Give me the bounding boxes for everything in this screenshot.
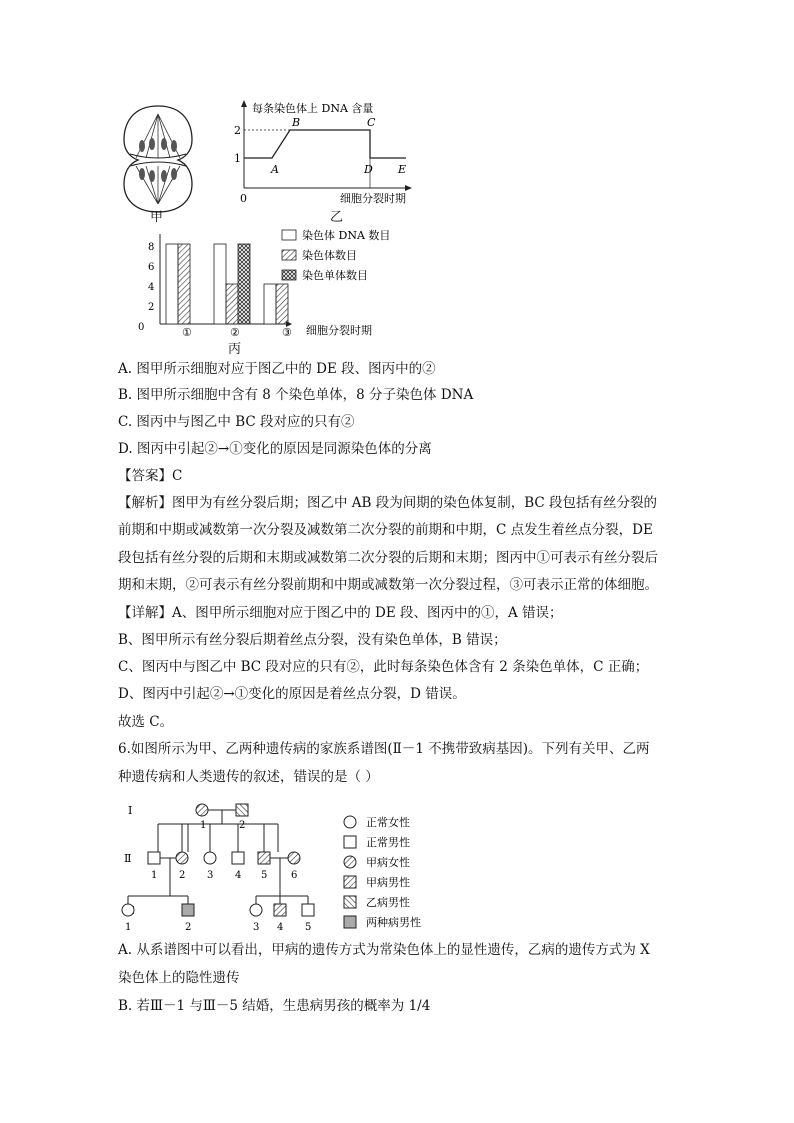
figure-label-jia: 甲 <box>150 210 164 225</box>
legend-label-jia-female: 甲病女性 <box>366 856 410 869</box>
legend-label-normal-female: 正常女性 <box>366 816 410 829</box>
bing-xlabel: 细胞分裂时期 <box>306 324 372 337</box>
pedigree-num-I-1: 1 <box>200 820 207 831</box>
pedigree-I-1 <box>196 804 208 816</box>
q5-analysis-line-2: 前期和中期或减数第一次分裂及减数第二次分裂的前期和中期，C 点发生着丝点分裂，DE <box>118 522 653 538</box>
bing-cat-3: ③ <box>282 326 292 339</box>
ytick-2: 2 <box>234 124 241 137</box>
legend-normal-female <box>344 816 356 828</box>
pedigree-II-1 <box>148 852 160 864</box>
pedigree-III-4 <box>274 904 286 916</box>
bing-cat-1: ① <box>182 326 192 339</box>
q5-option-b: B. 图甲所示细胞中含有 8 个染色单体，8 分子染色体 DNA <box>118 387 474 403</box>
bar-2-series-3 <box>238 244 250 324</box>
bing-ytick-8: 8 <box>148 242 155 253</box>
pedigree-diagram <box>118 796 438 934</box>
q5-option-d: D. 图丙中引起②→①变化的原因是同源染色体的分离 <box>118 441 432 457</box>
pedigree-num-III-1: 1 <box>125 922 132 933</box>
pedigree-II-4 <box>232 852 244 864</box>
pedigree-III-1 <box>122 904 134 916</box>
dna-content-line <box>244 130 406 158</box>
gen-label-1: Ⅰ <box>128 804 133 817</box>
legend-swatch-chromatid <box>282 270 296 280</box>
origin-label: 0 <box>240 192 247 205</box>
q6-option-b: B. 若Ⅲ－1 与Ⅲ－5 结婚，生患病男孩的概率为 1/4 <box>118 998 431 1014</box>
q5-option-a: A. 图甲所示细胞对应于图乙中的 DE 段、图丙中的② <box>118 361 436 377</box>
q5-analysis-line-3: 段包括有丝分裂的后期和末期或减数第二次分裂的后期和末期；图丙中①可表示有丝分裂后 <box>118 550 658 566</box>
q5-analysis-line-4: 期和末期，②可表示有丝分裂前期和中期或减数第一次分裂过程，③可表示正常的体细胞。 <box>118 577 658 593</box>
bar-1-series-2 <box>178 244 190 324</box>
q5-analysis-line-1: 【解析】图甲为有丝分裂后期；图乙中 AB 段为间期的染色体复制，BC 段包括有丝分裂的 <box>118 495 658 511</box>
figure-label-bing: 丙 <box>228 342 242 357</box>
pedigree-III-2 <box>182 904 194 916</box>
point-label-e: E <box>398 163 407 176</box>
bing-ytick-4: 4 <box>148 282 155 293</box>
pedigree-II-5 <box>258 852 270 864</box>
pedigree-num-II-6: 6 <box>291 870 298 881</box>
legend-label-both-male: 两种病男性 <box>366 916 421 929</box>
pedigree-III-5 <box>302 904 314 916</box>
q5-detail-line-1: 【详解】A、图甲所示细胞对应于图乙中的 DE 段、图丙中的①，A 错误； <box>118 605 563 621</box>
line-chart-yi <box>230 98 420 218</box>
bar-chart-bing <box>138 224 410 339</box>
pedigree-III-3 <box>250 904 262 916</box>
pedigree-num-II-4: 4 <box>235 870 242 881</box>
bing-origin: 0 <box>138 322 145 333</box>
ytick-1: 1 <box>234 152 241 165</box>
point-label-a: A <box>271 163 279 176</box>
q6-stem-line-2: 种遗传病和人类遗传的叙述，错误的是（ ） <box>118 769 379 785</box>
point-label-b: B <box>292 116 301 129</box>
legend-label-chromatid: 染色单体数目 <box>302 269 368 282</box>
bing-cat-2: ② <box>230 326 240 339</box>
pedigree-II-6 <box>288 852 300 864</box>
legend-normal-male <box>344 836 356 848</box>
pedigree-num-III-5: 5 <box>305 922 312 933</box>
q5-detail-line-2: B、图甲所示有丝分裂后期着丝点分裂，没有染色单体，B 错误； <box>118 632 507 648</box>
pedigree-I-2 <box>236 804 248 816</box>
pedigree-num-III-2: 2 <box>185 922 192 933</box>
legend-jia-male <box>344 876 356 888</box>
q5-conclusion: 故选 C。 <box>118 714 174 730</box>
point-label-d: D <box>364 163 373 176</box>
bar-3-series-1 <box>264 284 276 324</box>
legend-label-yi-male: 乙病男性 <box>366 896 410 909</box>
q5-detail-line-4: D、图丙中引起②→①变化的原因是着丝点分裂，D 错误。 <box>118 686 466 702</box>
yi-xlabel: 细胞分裂时期 <box>340 192 406 205</box>
q5-detail-line-3: C、图丙中与图乙中 BC 段对应的只有②，此时每条染色体含有 2 条染色单体，C 正确； <box>118 659 649 675</box>
legend-label-normal-male: 正常男性 <box>366 836 410 849</box>
q6-stem-line-1: 6.如图所示为甲、乙两种遗传病的家族系谱图(Ⅱ－1 不携带致病基因)。下列有关甲、乙两 <box>118 741 650 757</box>
gen-label-2: Ⅱ <box>124 852 132 865</box>
pedigree-num-I-2: 2 <box>239 820 246 831</box>
legend-both-male <box>344 916 356 928</box>
legend-swatch-dna <box>282 230 296 240</box>
legend-yi-male <box>344 896 356 908</box>
bar-2-series-2 <box>226 284 238 324</box>
pedigree-num-II-3: 3 <box>207 870 214 881</box>
q6-option-a-line-1: A. 从系谱图中可以看出，甲病的遗传方式为常染色体上的显性遗传，乙病的遗传方式为 X <box>118 942 650 958</box>
bing-ytick-6: 6 <box>148 262 155 273</box>
cell-figure-jia <box>118 100 198 220</box>
point-label-c: C <box>367 116 376 129</box>
bar-3-series-2 <box>276 284 288 324</box>
bar-2-series-1 <box>214 244 226 324</box>
pedigree-num-III-4: 4 <box>277 922 284 933</box>
q6-option-a-line-2: 染色体上的隐性遗传 <box>118 970 240 986</box>
legend-label-dna: 染色体 DNA 数目 <box>302 229 391 242</box>
pedigree-II-2 <box>176 852 188 864</box>
pedigree-II-3 <box>204 852 216 864</box>
figure-label-yi: 乙 <box>330 210 344 225</box>
pedigree-num-II-5: 5 <box>261 870 268 881</box>
pedigree-num-III-3: 3 <box>253 922 260 933</box>
legend-label-jia-male: 甲病男性 <box>366 876 410 889</box>
legend-label-chromosome: 染色体数目 <box>302 249 357 262</box>
pedigree-num-II-2: 2 <box>179 870 186 881</box>
legend-swatch-chromosome <box>282 250 296 260</box>
yi-ylabel: 每条染色体上 DNA 含量 <box>252 102 374 115</box>
q5-answer: 【答案】C <box>118 468 183 484</box>
legend-jia-female <box>344 856 356 868</box>
bing-ytick-2: 2 <box>148 302 155 313</box>
q5-option-c: C. 图丙中与图乙中 BC 段对应的只有② <box>118 414 355 430</box>
bar-1-series-1 <box>166 244 178 324</box>
pedigree-num-II-1: 1 <box>151 870 158 881</box>
